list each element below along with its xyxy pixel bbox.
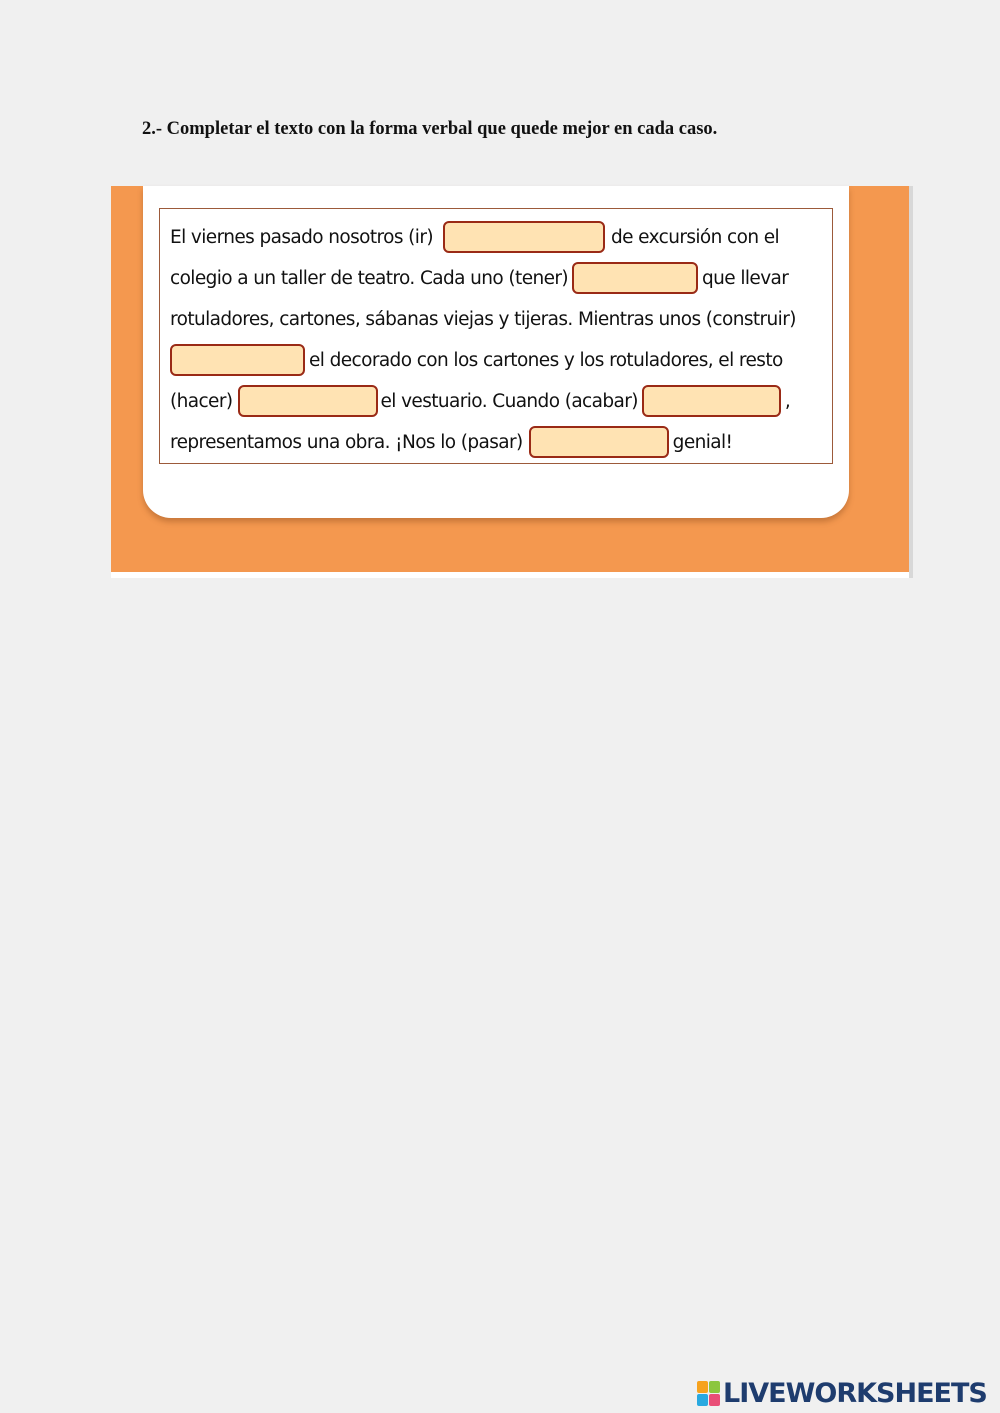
text-fragment: que llevar: [702, 267, 789, 289]
text-fragment: rotuladores, cartones, sábanas viejas y tijeras. Mientras unos (construir): [170, 308, 796, 330]
exercise-textbox: [159, 208, 833, 464]
text-line-5: [170, 381, 790, 421]
answer-field-hacer[interactable]: [238, 385, 378, 417]
exercise-card: [143, 186, 849, 518]
liveworksheets-logo-icon: [697, 1381, 721, 1407]
liveworksheets-logo: [697, 1378, 987, 1409]
text-fragment: el vestuario. Cuando (acabar): [380, 390, 638, 412]
answer-field-construir[interactable]: [170, 344, 305, 376]
text-line-3: [170, 299, 796, 339]
text-fragment: El viernes pasado nosotros (ir): [170, 226, 433, 248]
text-fragment: (hacer): [170, 390, 233, 412]
answer-field-pasar[interactable]: [529, 426, 669, 458]
text-fragment: representamos una obra. ¡Nos lo (pasar): [170, 431, 523, 453]
panel-right-edge: [909, 186, 913, 578]
answer-field-tener[interactable]: [572, 262, 698, 294]
text-line-1: [170, 217, 779, 257]
answer-field-ir[interactable]: [443, 221, 605, 253]
text-fragment: colegio a un taller de teatro. Cada uno (tener): [170, 267, 569, 289]
text-fragment: genial!: [672, 431, 733, 453]
instruction-heading: 2.- Completar el texto con la forma verbal que quede mejor en cada caso.: [142, 119, 718, 139]
panel-bottom-edge: [111, 572, 909, 578]
answer-field-acabar[interactable]: [642, 385, 781, 417]
exercise-panel: [111, 186, 909, 578]
text-line-2: [170, 258, 788, 298]
logo-text: LIVEWORKSHEETS: [723, 1378, 987, 1409]
text-fragment: ,: [784, 390, 791, 412]
text-fragment: de excursión con el: [610, 226, 780, 248]
text-line-6: [170, 422, 732, 462]
text-line-4: [170, 340, 783, 380]
text-fragment: el decorado con los cartones y los rotuladores, el resto: [309, 349, 783, 371]
